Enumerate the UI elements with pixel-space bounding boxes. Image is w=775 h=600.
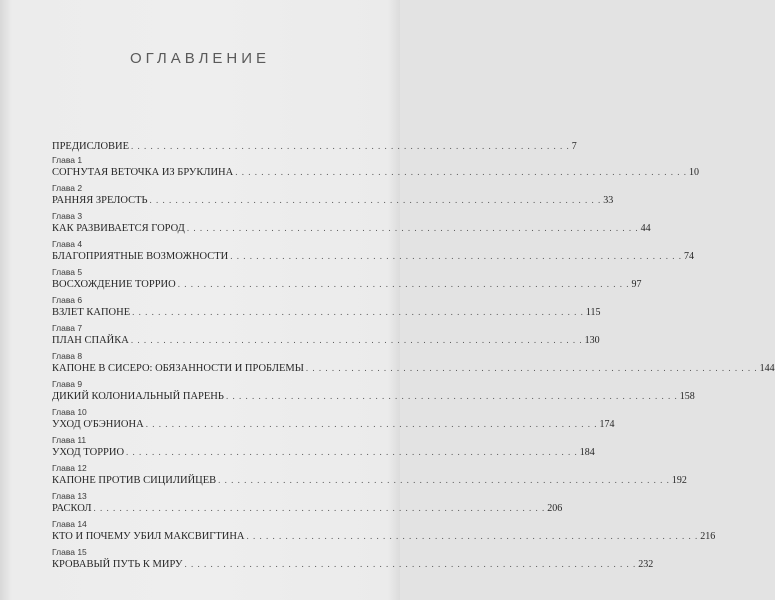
entry-title: ВЗЛЕТ КАПОНЕ <box>52 307 131 318</box>
toc-line <box>52 334 600 347</box>
toc-entry <box>52 211 651 239</box>
entry-page: 44 <box>640 223 651 234</box>
toc-line <box>52 222 651 235</box>
chapter-label: Глава 9 <box>52 379 83 389</box>
dot-leader: . . . . . . . . . . . . . . . . . . . . . . . . . . . . . . . . . . . . . . . . . . . . . . . . . . . . . . . . . . . . . . . . . . . . . . <box>225 391 678 401</box>
dot-leader: . . . . . . . . . . . . . . . . . . . . . . . . . . . . . . . . . . . . . . . . . . . . . . . . . . . . . . . . . . . . . . . . . . . . . . <box>132 307 584 317</box>
entry-title: РАННЯЯ ЗРЕЛОСТЬ <box>52 195 148 206</box>
toc-line <box>52 306 601 319</box>
entry-page: 144 <box>759 363 775 374</box>
toc-entry <box>52 267 642 295</box>
chapter-list <box>52 155 775 575</box>
toc-entry <box>52 491 563 519</box>
toc-line <box>52 362 775 375</box>
chapter-label: Глава 5 <box>52 267 83 277</box>
chapter-label: Глава 4 <box>52 239 83 249</box>
chapter-label: Глава 13 <box>52 491 87 501</box>
dot-leader: . . . . . . . . . . . . . . . . . . . . . . . . . . . . . . . . . . . . . . . . . . . . . . . . . . . . . . . . . . . . . . . . . . . . . . <box>246 531 699 541</box>
toc-entry <box>52 547 654 575</box>
dot-leader: . . . . . . . . . . . . . . . . . . . . . . . . . . . . . . . . . . . . . . . . . . . . . . . . . . . . . . . . . . . . . . . . . . . . . . <box>145 419 598 429</box>
chapter-label: Глава 3 <box>52 211 83 221</box>
chapter-label: Глава 7 <box>52 323 83 333</box>
chapter-label: Глава 1 <box>52 155 83 165</box>
entry-page: 74 <box>684 251 695 262</box>
toc-entry <box>52 323 600 351</box>
chapter-label: Глава 11 <box>52 435 87 445</box>
toc-entry-preface <box>52 140 577 154</box>
chapter-label: Глава 8 <box>52 351 83 361</box>
entry-title: ПРЕДИСЛОВИЕ <box>52 141 130 152</box>
toc-entry <box>52 519 716 547</box>
entry-page: 115 <box>585 307 601 318</box>
entry-page: 10 <box>688 167 699 178</box>
dot-leader: . . . . . . . . . . . . . . . . . . . . . . . . . . . . . . . . . . . . . . . . . . . . . . . . . . . . . . . . . . . . . . . . . . . . . . <box>149 195 602 205</box>
entry-title: ДИКИЙ КОЛОНИАЛЬНЫЙ ПАРЕНЬ <box>52 391 224 402</box>
toc-entry <box>52 239 695 267</box>
entry-page: 192 <box>671 475 687 486</box>
page-title: ОГЛАВЛЕНИЕ <box>129 50 271 67</box>
entry-page: 130 <box>584 335 600 346</box>
chapter-label: Глава 14 <box>52 519 87 529</box>
entry-title: КТО И ПОЧЕМУ УБИЛ МАКСВИГТИНА <box>52 531 245 542</box>
entry-page: 158 <box>679 391 695 402</box>
dot-leader: . . . . . . . . . . . . . . . . . . . . . . . . . . . . . . . . . . . . . . . . . . . . . . . . . . . . . . . . . . . . . . . . . . . . . . <box>93 503 546 513</box>
toc-line <box>52 446 595 459</box>
entry-page: 184 <box>579 447 595 458</box>
toc-line <box>52 474 687 487</box>
entry-title: КАПОНЕ ПРОТИВ СИЦИЛИЙЦЕВ <box>52 475 217 486</box>
entry-page: 33 <box>603 195 614 206</box>
entry-title: СОГНУТАЯ ВЕТОЧКА ИЗ БРУКЛИНА <box>52 167 234 178</box>
toc-entry <box>52 183 614 211</box>
toc-entry <box>52 407 615 435</box>
entry-title: УХОД О'БЭНИОНА <box>52 419 144 430</box>
toc-line <box>52 140 577 153</box>
toc-line <box>52 502 563 515</box>
toc-line <box>52 278 642 291</box>
toc-line <box>52 250 695 263</box>
entry-title: КРОВАВЫЙ ПУТЬ К МИРУ <box>52 559 183 570</box>
dot-leader: . . . . . . . . . . . . . . . . . . . . . . . . . . . . . . . . . . . . . . . . . . . . . . . . . . . . . . . . . . . . . . . . . . . . . . <box>218 475 670 485</box>
toc-entry <box>52 155 699 183</box>
chapter-label: Глава 12 <box>52 463 87 473</box>
entry-title: ВОСХОЖДЕНИЕ ТОРРИО <box>52 279 176 290</box>
entry-page: 97 <box>631 279 642 290</box>
table-of-contents <box>52 140 775 575</box>
toc-line <box>52 530 716 543</box>
dot-leader: . . . . . . . . . . . . . . . . . . . . . . . . . . . . . . . . . . . . . . . . . . . . . . . . . . . . . . . . . . . . . . . . . . . . . . <box>305 363 758 373</box>
toc-entry <box>52 379 695 407</box>
entry-title: БЛАГОПРИЯТНЫЕ ВОЗМОЖНОСТИ <box>52 251 229 262</box>
toc-line <box>52 166 699 179</box>
entry-title: КАК РАЗВИВАЕТСЯ ГОРОД <box>52 223 185 234</box>
toc-line <box>52 418 615 431</box>
entry-title: ПЛАН СПАЙКА <box>52 335 129 346</box>
dot-leader: . . . . . . . . . . . . . . . . . . . . . . . . . . . . . . . . . . . . . . . . . . . . . . . . . . . . . . . . . . . . . . . . . . . . . . <box>177 279 630 289</box>
toc-entry <box>52 435 595 463</box>
entry-page: 7 <box>571 141 577 152</box>
dot-leader: . . . . . . . . . . . . . . . . . . . . . . . . . . . . . . . . . . . . . . . . . . . . . . . . . . . . . . . . . . . . . . . . . . . . . . <box>184 559 637 569</box>
chapter-label: Глава 10 <box>52 407 87 417</box>
dot-leader: . . . . . . . . . . . . . . . . . . . . . . . . . . . . . . . . . . . . . . . . . . . . . . . . . . . . . . . . . . . . . . . . . . . . . . <box>186 223 639 233</box>
entry-title: РАСКОЛ <box>52 503 92 514</box>
dot-leader: . . . . . . . . . . . . . . . . . . . . . . . . . . . . . . . . . . . . . . . . . . . . . . . . . . . . . . . . . . . . . . . . . . . . . . <box>235 167 687 177</box>
dot-leader: . . . . . . . . . . . . . . . . . . . . . . . . . . . . . . . . . . . . . . . . . . . . . . . . . . . . . . . . . . . . . . . . . . . . . . <box>130 335 583 345</box>
entry-page: 174 <box>599 419 615 430</box>
entry-title: КАПОНЕ В СИСЕРО: ОБЯЗАННОСТИ И ПРОБЛЕМЫ <box>52 363 304 374</box>
entry-page: 232 <box>638 559 654 570</box>
toc-line <box>52 194 614 207</box>
entry-title: УХОД ТОРРИО <box>52 447 125 458</box>
dot-leader: . . . . . . . . . . . . . . . . . . . . . . . . . . . . . . . . . . . . . . . . . . . . . . . . . . . . . . . . . . . . . . . . . . . . . . <box>126 447 578 457</box>
toc-entry <box>52 351 775 379</box>
dot-leader: . . . . . . . . . . . . . . . . . . . . . . . . . . . . . . . . . . . . . . . . . . . . . . . . . . . . . . . . . . . . . . . . . . . . <box>131 141 570 151</box>
toc-entry <box>52 295 601 323</box>
toc-line <box>52 558 654 571</box>
dot-leader: . . . . . . . . . . . . . . . . . . . . . . . . . . . . . . . . . . . . . . . . . . . . . . . . . . . . . . . . . . . . . . . . . . . . . . <box>230 251 683 261</box>
entry-page: 216 <box>700 531 716 542</box>
chapter-label: Глава 2 <box>52 183 83 193</box>
toc-entry <box>52 463 687 491</box>
toc-line <box>52 390 695 403</box>
chapter-label: Глава 6 <box>52 295 83 305</box>
entry-page: 206 <box>547 503 563 514</box>
chapter-label: Глава 15 <box>52 547 87 557</box>
